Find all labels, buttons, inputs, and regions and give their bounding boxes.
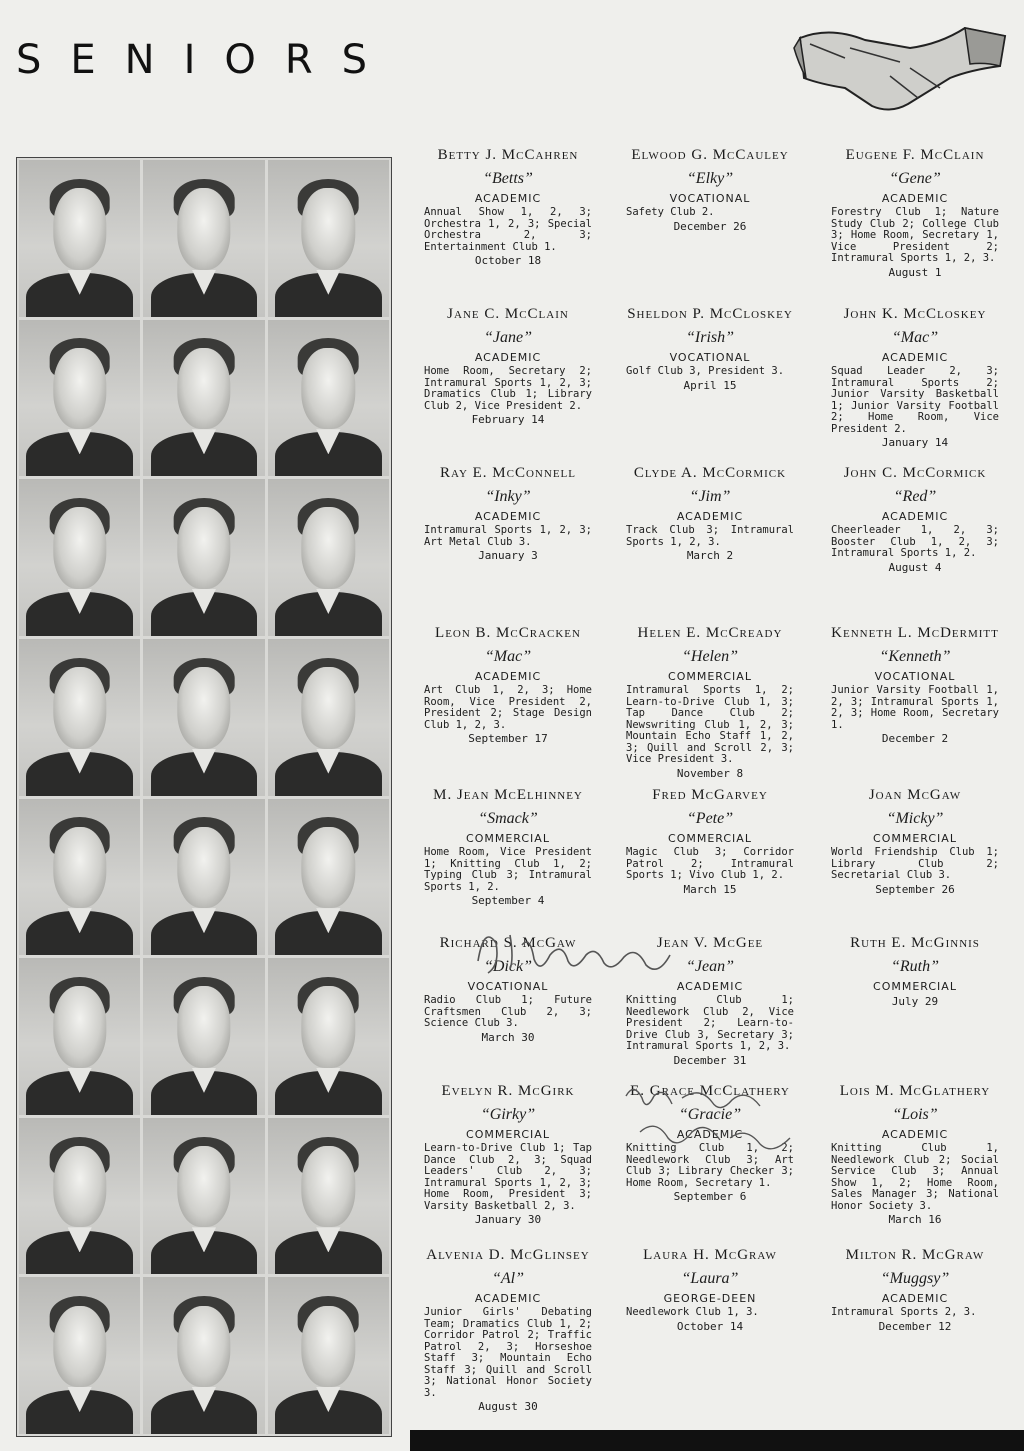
nickname: “Red” bbox=[893, 487, 937, 505]
birthday: November 8 bbox=[676, 766, 744, 780]
senior-entry bbox=[610, 1082, 810, 1205]
student-name: Joan McGaw bbox=[868, 787, 962, 803]
student-portrait bbox=[268, 479, 389, 636]
nickname: “Lois” bbox=[892, 1105, 938, 1123]
course: ACADEMIC bbox=[676, 1127, 744, 1141]
nickname: “Jim” bbox=[689, 487, 731, 505]
senior-entry bbox=[815, 1082, 1015, 1228]
nickname: “Laura” bbox=[681, 1269, 739, 1287]
student-portrait bbox=[143, 1277, 264, 1434]
course: VOCATIONAL bbox=[874, 669, 956, 683]
birthday: March 30 bbox=[481, 1030, 535, 1044]
birthday: July 29 bbox=[891, 995, 939, 1009]
birthday: February 14 bbox=[471, 413, 545, 427]
activities: Art Club 1, 2, 3; Home Room, Vice President 2, President 2; Stage Design Club 1, 2, 3. bbox=[424, 684, 592, 731]
student-portrait bbox=[143, 958, 264, 1115]
student-name: Ray E. McConnell bbox=[440, 465, 576, 481]
course: GEORGE-DEEN bbox=[663, 1291, 757, 1305]
nickname: “Ruth” bbox=[890, 957, 939, 975]
student-portrait bbox=[19, 958, 140, 1115]
footer-bar bbox=[410, 1430, 1024, 1451]
senior-entry bbox=[408, 146, 608, 269]
student-portrait bbox=[19, 639, 140, 796]
student-portrait bbox=[268, 320, 389, 477]
senior-entry bbox=[815, 146, 1015, 280]
birthday: December 31 bbox=[673, 1053, 747, 1067]
activities: Home Room, Vice President 1; Knitting Club 1, 2; Typing Club 3; Intramural Sports 1, 2. bbox=[424, 846, 592, 893]
birthday: August 30 bbox=[478, 1400, 538, 1414]
activities: Intramural Sports 1, 2, 3; Art Metal Club 3. bbox=[424, 524, 592, 548]
nickname: “Micky” bbox=[886, 809, 944, 827]
student-portrait bbox=[143, 320, 264, 477]
student-portrait bbox=[19, 1118, 140, 1275]
student-name: Jane C. McClain bbox=[447, 306, 569, 322]
student-portrait bbox=[143, 1118, 264, 1275]
senior-entry bbox=[815, 1246, 1015, 1334]
nickname: “Girky” bbox=[480, 1105, 536, 1123]
senior-entry bbox=[815, 624, 1015, 747]
nickname: “Inky” bbox=[485, 487, 531, 505]
birthday: January 30 bbox=[474, 1213, 542, 1227]
student-portrait bbox=[19, 479, 140, 636]
student-portrait bbox=[143, 160, 264, 317]
course: VOCATIONAL bbox=[467, 979, 549, 993]
birthday: October 14 bbox=[676, 1319, 744, 1333]
student-name: John C. McCormick bbox=[843, 465, 987, 481]
senior-entry bbox=[408, 464, 608, 563]
senior-entry bbox=[408, 305, 608, 428]
course: COMMERCIAL bbox=[668, 669, 752, 683]
birthday: December 12 bbox=[878, 1319, 952, 1333]
senior-entry bbox=[815, 786, 1015, 897]
senior-entry bbox=[408, 934, 608, 1045]
student-name: John K. McCloskey bbox=[843, 306, 987, 322]
nickname: “Betts” bbox=[483, 169, 533, 187]
senior-entry bbox=[408, 1246, 608, 1415]
nickname: “Jane” bbox=[484, 328, 532, 346]
activities: Forestry Club 1; Nature Study Club 2; College Club 3; Home Room, Secretary 1, Vice President 2; Intramural Sports 1, 2, 3. bbox=[831, 206, 999, 265]
course: ACADEMIC bbox=[676, 509, 744, 523]
student-portrait bbox=[19, 1277, 140, 1434]
nickname: “Al” bbox=[491, 1269, 524, 1287]
nickname: “Gene” bbox=[889, 169, 941, 187]
portrait-grid bbox=[16, 157, 392, 1437]
course: ACADEMIC bbox=[676, 979, 744, 993]
birthday: August 1 bbox=[888, 265, 942, 279]
activities: Safety Club 2. bbox=[626, 206, 715, 219]
activities: Golf Club 3, President 3. bbox=[626, 365, 785, 378]
activities: Track Club 3; Intramural Sports 1, 2, 3. bbox=[626, 524, 794, 548]
student-name: Laura H. McGraw bbox=[643, 1247, 777, 1263]
course: ACADEMIC bbox=[881, 350, 949, 364]
activities: Intramural Sports 2, 3. bbox=[831, 1306, 977, 1319]
birthday: October 18 bbox=[474, 254, 542, 268]
activities: Junior Varsity Football 1, 2, 3; Intramural Sports 1, 2, 3; Home Room, Secretary 1. bbox=[831, 684, 999, 731]
student-portrait bbox=[268, 1277, 389, 1434]
nickname: “Pete” bbox=[686, 809, 734, 827]
student-name: Ruth E. McGinnis bbox=[850, 935, 980, 951]
course: COMMERCIAL bbox=[873, 831, 957, 845]
student-portrait bbox=[143, 479, 264, 636]
activities: Knitting Club 1, Needlework Club 2; Social Service Club 3; Annual Show 1, 2; Home Room, Sales Manager 3; National Honor Society 3. bbox=[831, 1142, 999, 1212]
activities: Annual Show 1, 2, 3; Orchestra 1, 2, 3; Special Orchestra 2, 3; Entertainment Club 1. bbox=[424, 206, 592, 253]
birthday: January 14 bbox=[881, 436, 949, 450]
senior-entry bbox=[408, 786, 608, 909]
activities: Junior Girls' Debating Team; Dramatics Club 1, 2; Corridor Patrol 2; Traffic Patrol 2, 3; Horseshoe Staff 3; Mountain Echo Staff 3; Quill and Scroll 3; National Honor Society 3. bbox=[424, 1306, 592, 1399]
student-name: Sheldon P. McCloskey bbox=[627, 306, 793, 322]
student-portrait bbox=[268, 1118, 389, 1275]
course: COMMERCIAL bbox=[466, 1127, 550, 1141]
nickname: “Dick” bbox=[484, 957, 532, 975]
student-name: Elwood G. McCauley bbox=[631, 147, 789, 163]
student-name: Jean V. McGee bbox=[656, 935, 764, 951]
nickname: “Muggsy” bbox=[880, 1269, 950, 1287]
nickname: “Gracie” bbox=[678, 1105, 742, 1123]
student-name: M. Jean McElhinney bbox=[433, 787, 583, 803]
nickname: “Jean” bbox=[686, 957, 734, 975]
student-name: Leon B. McCracken bbox=[435, 625, 581, 641]
student-name: Milton R. McGraw bbox=[845, 1247, 985, 1263]
course: VOCATIONAL bbox=[669, 350, 751, 364]
birthday: December 26 bbox=[673, 219, 747, 233]
course: ACADEMIC bbox=[881, 191, 949, 205]
student-name: Eugene F. McClain bbox=[845, 147, 985, 163]
course: COMMERCIAL bbox=[668, 831, 752, 845]
handshake-icon bbox=[790, 18, 1010, 118]
student-name: Kenneth L. McDermitt bbox=[831, 625, 999, 641]
student-portrait bbox=[19, 320, 140, 477]
birthday: September 4 bbox=[471, 894, 545, 908]
nickname: “Irish” bbox=[685, 328, 735, 346]
birthday: March 16 bbox=[888, 1213, 942, 1227]
course: ACADEMIC bbox=[474, 191, 542, 205]
nickname: “Mac” bbox=[484, 647, 532, 665]
activities: Knitting Club 1; Needlework Club 2, Vice President 2; Learn-to-Drive Club 3, Secretary 3; Intramural Sports 1, 2, 3. bbox=[626, 994, 794, 1053]
course: VOCATIONAL bbox=[669, 191, 751, 205]
student-name: Helen E. McCready bbox=[637, 625, 783, 641]
student-name: Fred McGarvey bbox=[652, 787, 768, 803]
student-portrait bbox=[268, 799, 389, 956]
course: ACADEMIC bbox=[881, 1291, 949, 1305]
nickname: “Elky” bbox=[686, 169, 734, 187]
activities: Learn-to-Drive Club 1; Tap Dance Club 2, 3; Squad Leaders' Club 2, 3; Intramural Sports 1, 2, 3; Home Room, President 3; Varsity Basketball 2, 3. bbox=[424, 1142, 592, 1212]
student-name: Alvenia D. McGlinsey bbox=[426, 1247, 590, 1263]
birthday: March 15 bbox=[683, 882, 737, 896]
senior-entry bbox=[408, 1082, 608, 1228]
page-title: SENIORS bbox=[16, 37, 397, 83]
senior-entry bbox=[610, 934, 810, 1068]
student-name: Betty J. McCahren bbox=[437, 147, 579, 163]
birthday: September 6 bbox=[673, 1190, 747, 1204]
activities: Needlework Club 1, 3. bbox=[626, 1306, 759, 1319]
student-portrait bbox=[268, 160, 389, 317]
birthday: August 4 bbox=[888, 560, 942, 574]
student-name: Richard S. McGaw bbox=[439, 935, 577, 951]
course: ACADEMIC bbox=[474, 350, 542, 364]
student-name: Lois M. McGlathery bbox=[839, 1083, 991, 1099]
senior-entry bbox=[815, 464, 1015, 575]
activities: World Friendship Club 1; Library Club 2; Secretarial Club 3. bbox=[831, 846, 999, 882]
activities: Magic Club 3; Corridor Patrol 2; Intramural Sports 1; Vivo Club 1, 2. bbox=[626, 846, 794, 882]
course: ACADEMIC bbox=[881, 509, 949, 523]
course: COMMERCIAL bbox=[466, 831, 550, 845]
student-portrait bbox=[143, 799, 264, 956]
birthday: December 2 bbox=[881, 732, 949, 746]
senior-entry bbox=[610, 146, 810, 234]
birthday: January 3 bbox=[478, 549, 538, 563]
student-portrait bbox=[268, 639, 389, 796]
student-name: E. Grace McClathery bbox=[630, 1083, 790, 1099]
birthday: September 17 bbox=[468, 732, 548, 746]
senior-entry bbox=[408, 624, 608, 747]
activities: Intramural Sports 1, 2; Learn-to-Drive Club 1, 3; Tap Dance Club 2; Newswriting Club 1, 2, 3; Mountain Echo Staff 1, 2, 3; Quill and Scroll 2, 3; Vice President 3. bbox=[626, 684, 794, 766]
student-name: Clyde A. McCormick bbox=[633, 465, 787, 481]
activities: Squad Leader 2, 3; Intramural Sports 2; Junior Varsity Basketball 1; Junior Varsity Football 2; Home Room, Vice President 2. bbox=[831, 365, 999, 435]
student-portrait bbox=[19, 799, 140, 956]
nickname: “Mac” bbox=[891, 328, 939, 346]
activities: Knitting Club 1, 2; Needlework Club 3; Art Club 3; Library Checker 3; Home Room, Secretary 1. bbox=[626, 1142, 794, 1189]
senior-entry bbox=[610, 464, 810, 563]
student-portrait bbox=[268, 958, 389, 1115]
senior-entry bbox=[610, 305, 810, 393]
birthday: April 15 bbox=[683, 378, 737, 392]
course: ACADEMIC bbox=[474, 669, 542, 683]
nickname: “Smack” bbox=[478, 809, 538, 827]
activities: Cheerleader 1, 2, 3; Booster Club 1, 2, 3; Intramural Sports 1, 2. bbox=[831, 524, 999, 560]
nickname: “Helen” bbox=[682, 647, 738, 665]
senior-entry bbox=[610, 786, 810, 897]
activities: Home Room, Secretary 2; Intramural Sports 1, 2, 3; Dramatics Club 1; Library Club 2, Vice President 2. bbox=[424, 365, 592, 412]
nickname: “Kenneth” bbox=[879, 647, 951, 665]
course: ACADEMIC bbox=[474, 1291, 542, 1305]
birthday: September 26 bbox=[875, 882, 955, 896]
senior-entry bbox=[610, 1246, 810, 1334]
activities: Radio Club 1; Future Craftsmen Club 2, 3; Science Club 3. bbox=[424, 994, 592, 1030]
student-portrait bbox=[143, 639, 264, 796]
senior-entry bbox=[815, 934, 1015, 1009]
senior-entry bbox=[610, 624, 810, 781]
course: ACADEMIC bbox=[881, 1127, 949, 1141]
course: COMMERCIAL bbox=[873, 979, 957, 993]
senior-entry bbox=[815, 305, 1015, 451]
birthday: March 2 bbox=[686, 549, 734, 563]
student-portrait bbox=[19, 160, 140, 317]
student-name: Evelyn R. McGirk bbox=[441, 1083, 575, 1099]
course: ACADEMIC bbox=[474, 509, 542, 523]
